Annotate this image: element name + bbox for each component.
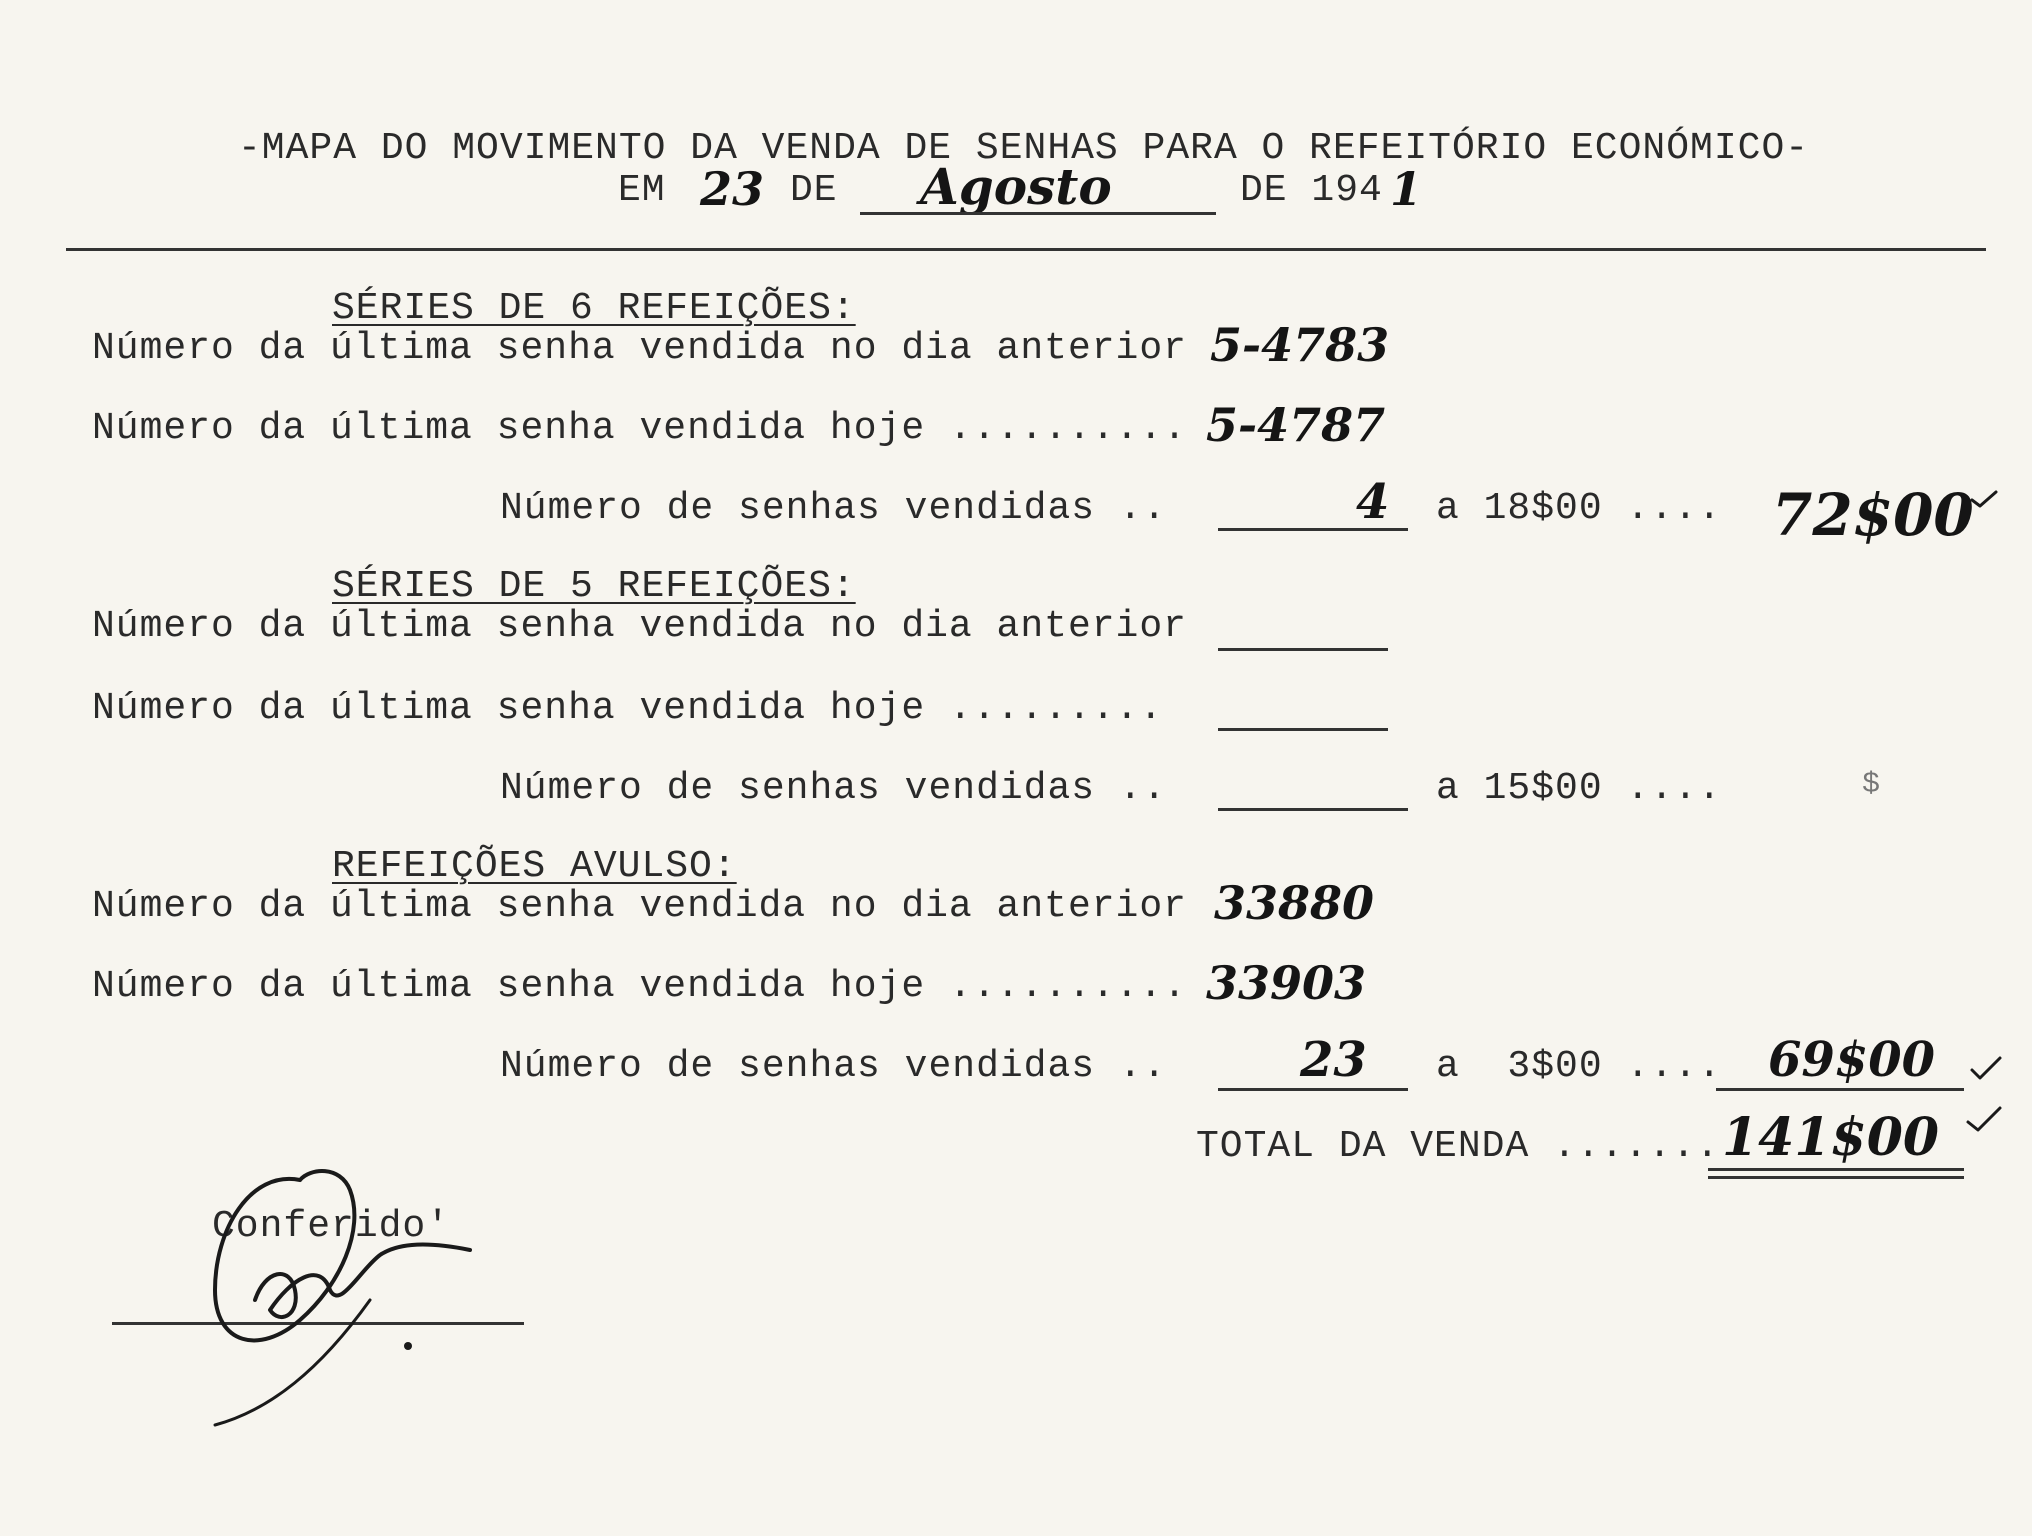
section3-previous-day-value: 33880	[1214, 876, 1375, 930]
check-tick-1	[1972, 492, 1996, 506]
section3-unit-price: a 3$00 ....	[1436, 1045, 1722, 1088]
date-de-label: DE	[790, 169, 838, 212]
section1-amount: 72$00	[1772, 481, 1974, 549]
section1-previous-day-label: Número da última senha vendida no dia anterior	[92, 327, 1187, 370]
date-day-handwritten: 23	[700, 162, 765, 216]
signature-dot	[404, 1342, 412, 1350]
section1-today-label: Número da última senha vendida hoje ..........	[92, 407, 1187, 450]
section2-unit-price: a 15$00 ....	[1436, 767, 1722, 810]
section-heading-single-meals: REFEIÇÕES AVULSO:	[332, 845, 737, 888]
signature-tail	[215, 1300, 370, 1425]
section3-today-value: 33903	[1206, 956, 1367, 1010]
section-heading-5-meals: SÉRIES DE 5 REFEIÇÕES:	[332, 565, 856, 608]
section1-count-value: 4	[1356, 474, 1390, 530]
total-label: TOTAL DA VENDA .......	[1196, 1125, 1720, 1168]
section2-today-label: Número da última senha vendida hoje .........	[92, 687, 1164, 730]
document-title: -MAPA DO MOVIMENTO DA VENDA DE SENHAS PARA O REFEITÓRIO ECONÓMICO-	[238, 127, 1810, 170]
date-year-label: DE 194	[1240, 169, 1383, 212]
date-em-label: EM	[618, 169, 666, 212]
checked-label: Conferido'	[212, 1205, 451, 1248]
signature-scribble	[255, 1245, 470, 1317]
section2-count-label: Número de senhas vendidas ..	[500, 767, 1167, 810]
section3-previous-day-label: Número da última senha vendida no dia anterior	[92, 885, 1187, 928]
section1-count-label: Número de senhas vendidas ..	[500, 487, 1167, 530]
check-tick-3	[1968, 1108, 2000, 1130]
section2-previous-day-label: Número da última senha vendida no dia anterior	[92, 605, 1187, 648]
section3-amount: 69$00	[1768, 1032, 1935, 1088]
check-tick-2	[1972, 1058, 2000, 1078]
section1-today-value: 5-4787	[1206, 398, 1386, 452]
section3-count-value: 23	[1300, 1032, 1367, 1088]
section3-today-label: Número da última senha vendida hoje ..........	[92, 965, 1187, 1008]
date-month-handwritten: Agosto	[920, 157, 1112, 216]
section-heading-6-meals: SÉRIES DE 6 REFEIÇÕES:	[332, 287, 856, 330]
section1-previous-day-value: 5-4783	[1210, 318, 1390, 372]
section2-amount: $	[1862, 768, 1882, 802]
section3-count-label: Número de senhas vendidas ..	[500, 1045, 1167, 1088]
section1-unit-price: a 18$00 ....	[1436, 487, 1722, 530]
date-year-handwritten: 1	[1390, 162, 1423, 216]
total-value: 141$00	[1722, 1107, 1940, 1168]
